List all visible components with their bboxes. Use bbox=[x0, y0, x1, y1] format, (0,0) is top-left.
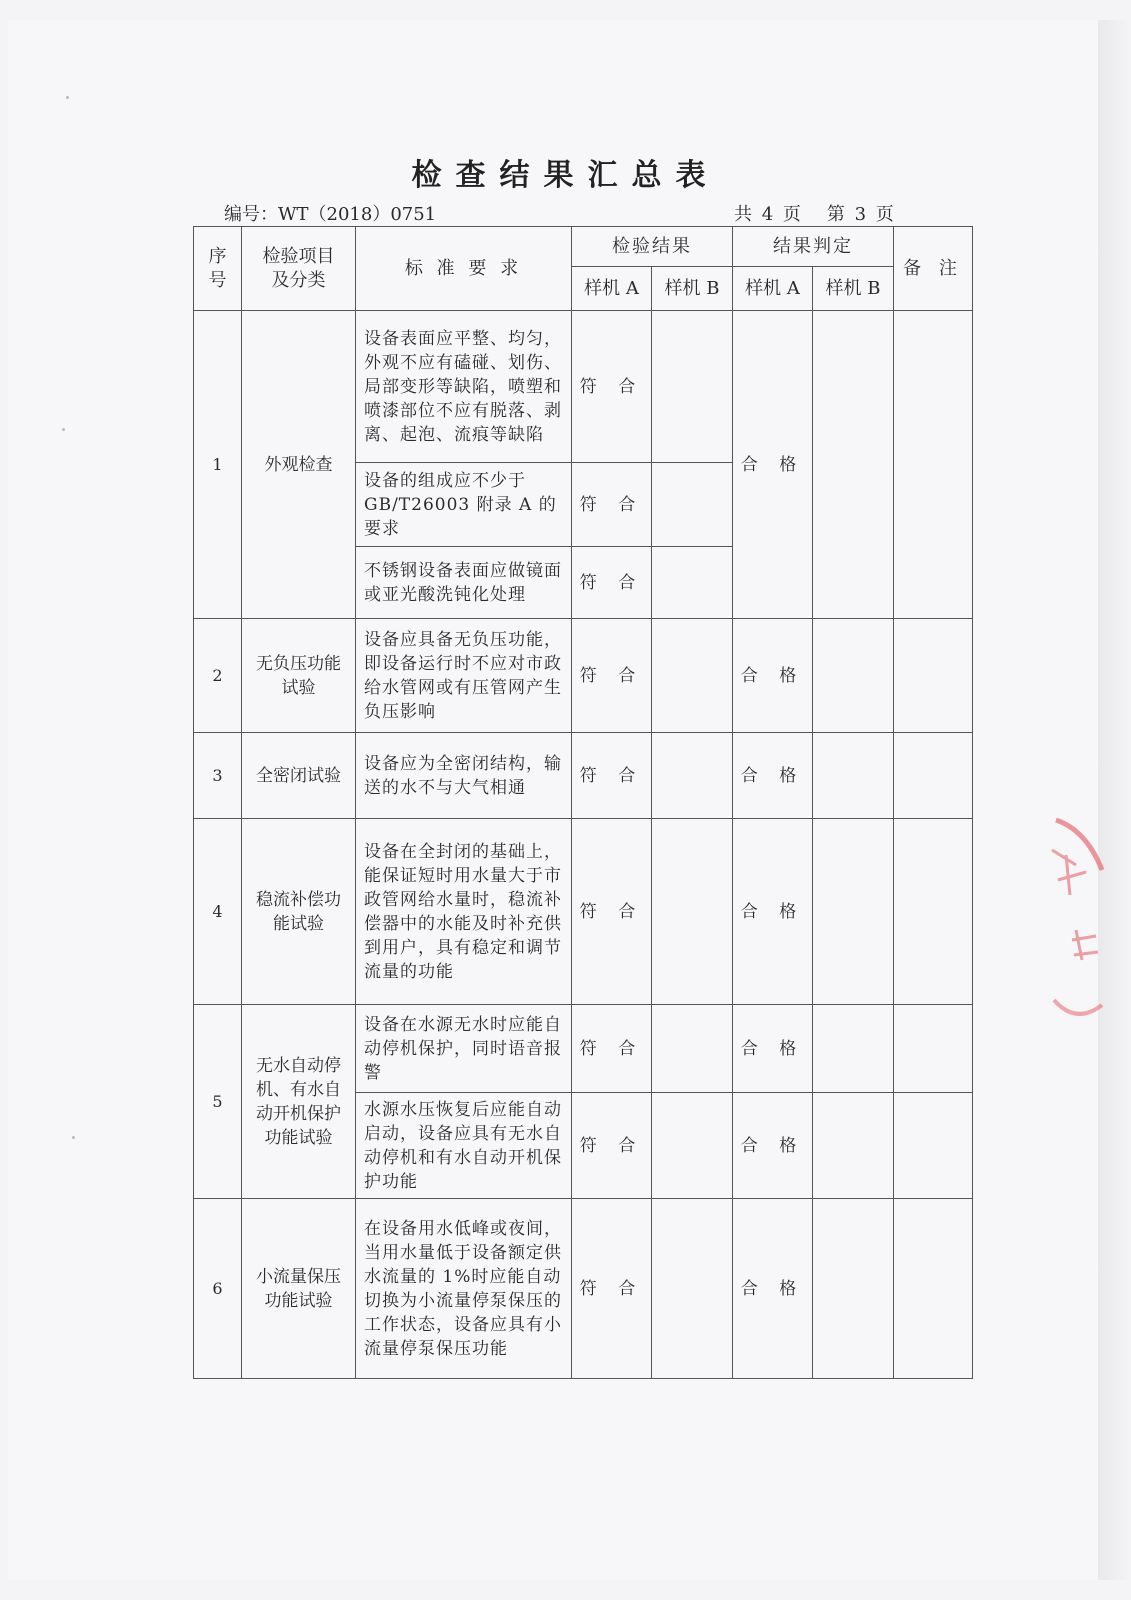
header-judgment-sample-a: 样机 A bbox=[733, 267, 813, 311]
row-3-result-b bbox=[652, 733, 733, 819]
row-4-index: 4 bbox=[194, 819, 242, 1005]
row-4-result-b bbox=[652, 819, 733, 1005]
header-judgment: 结果判定 bbox=[733, 227, 894, 267]
row-1-result-b-3 bbox=[652, 547, 733, 619]
row-1-requirement-3: 不锈钢设备表面应做镜面或亚光酸洗钝化处理 bbox=[356, 547, 572, 619]
row-5-item: 无水自动停机、有水自动开机保护功能试验 bbox=[242, 1005, 356, 1199]
row-1-judgment-b bbox=[813, 311, 894, 619]
row-5-remark-2 bbox=[894, 1093, 973, 1199]
row-5-remark-1 bbox=[894, 1005, 973, 1093]
header-judgment-sample-b: 样机 B bbox=[813, 267, 894, 311]
row-6-index: 6 bbox=[194, 1199, 242, 1379]
row-5-result-a-2: 符 合 bbox=[572, 1093, 652, 1199]
row-4-judgment-b bbox=[813, 819, 894, 1005]
row-2-result-b bbox=[652, 619, 733, 733]
row-2-judgment-b bbox=[813, 619, 894, 733]
paper-speck bbox=[72, 1136, 75, 1139]
row-6-judgment-b bbox=[813, 1199, 894, 1379]
row-2-result-a: 符 合 bbox=[572, 619, 652, 733]
row-3-requirement: 设备应为全密闭结构，输送的水不与大气相通 bbox=[356, 733, 572, 819]
row-1-index: 1 bbox=[194, 311, 242, 619]
row-5-index: 5 bbox=[194, 1005, 242, 1199]
row-3-index: 3 bbox=[194, 733, 242, 819]
header-item: 检验项目及分类 bbox=[242, 227, 356, 311]
row-3-result-a: 符 合 bbox=[572, 733, 652, 819]
report-number: 编号：WT（2018）0751 bbox=[224, 204, 437, 225]
row-3-item: 全密闭试验 bbox=[242, 733, 356, 819]
row-6-remark bbox=[894, 1199, 973, 1379]
row-5-judgment-a-1: 合 格 bbox=[733, 1005, 813, 1093]
header-standard: 标 准 要 求 bbox=[356, 227, 572, 311]
row-1-remark bbox=[894, 311, 973, 619]
row-6-result-a: 符 合 bbox=[572, 1199, 652, 1379]
header-results: 检验结果 bbox=[572, 227, 733, 267]
row-2-judgment-a: 合 格 bbox=[733, 619, 813, 733]
row-6-result-b bbox=[652, 1199, 733, 1379]
row-4-requirement: 设备在全封闭的基础上，能保证短时用水量大于市政管网给水量时，稳流补偿器中的水能及时补充供到用户，具有稳定和调节流量的功能 bbox=[356, 819, 572, 1005]
row-3-judgment-b bbox=[813, 733, 894, 819]
row-3-judgment-a: 合 格 bbox=[733, 733, 813, 819]
row-1-result-a-3: 符 合 bbox=[572, 547, 652, 619]
row-2-item: 无负压功能试验 bbox=[242, 619, 356, 733]
row-5-requirement-2: 水源水压恢复后应能自动启动，设备应具有无水自动停机和有水自动开机保护功能 bbox=[356, 1093, 572, 1199]
row-5-result-a-1: 符 合 bbox=[572, 1005, 652, 1093]
total-pages: 共 4 页 bbox=[734, 204, 801, 225]
page-info bbox=[734, 200, 894, 226]
page-edge-shadow bbox=[1098, 20, 1131, 1580]
row-5-judgment-b-1 bbox=[813, 1005, 894, 1093]
row-4-item: 稳流补偿功能试验 bbox=[242, 819, 356, 1005]
row-1-requirement-2: 设备的组成应不少于GB/T26003 附录 A 的要求 bbox=[356, 463, 572, 547]
row-1-result-a-2: 符 合 bbox=[572, 463, 652, 547]
row-1-item: 外观检查 bbox=[242, 311, 356, 619]
row-6-item: 小流量保压功能试验 bbox=[242, 1199, 356, 1379]
row-6-requirement: 在设备用水低峰或夜间，当用水量低于设备额定供水流量的 1%时应能自动切换为小流量停泵保压的工作状态，设备应具有小流量停泵保压功能 bbox=[356, 1199, 572, 1379]
row-5-requirement-1: 设备在水源无水时应能自动停机保护，同时语音报警 bbox=[356, 1005, 572, 1093]
row-1-result-b-2 bbox=[652, 463, 733, 547]
header-result-sample-a: 样机 A bbox=[572, 267, 652, 311]
row-5-result-b-2 bbox=[652, 1093, 733, 1199]
row-2-requirement: 设备应具备无负压功能，即设备运行时不应对市政给水管网或有压管网产生负压影响 bbox=[356, 619, 572, 733]
paper-speck bbox=[62, 428, 65, 431]
row-1-result-a-1: 符 合 bbox=[572, 311, 652, 463]
row-6-judgment-a: 合 格 bbox=[733, 1199, 813, 1379]
row-1-judgment-a: 合 格 bbox=[733, 311, 813, 619]
row-4-result-a: 符 合 bbox=[572, 819, 652, 1005]
row-1-requirement-1: 设备表面应平整、均匀，外观不应有磕碰、划伤、局部变形等缺陷，喷塑和喷漆部位不应有脱落、剥离、起泡、流痕等缺陷 bbox=[356, 311, 572, 463]
current-page: 第 3 页 bbox=[826, 204, 894, 225]
document-title: 检查结果汇总表 bbox=[411, 158, 720, 193]
paper-speck bbox=[66, 96, 69, 99]
row-2-remark bbox=[894, 619, 973, 733]
row-3-remark bbox=[894, 733, 973, 819]
row-1-result-b-1 bbox=[652, 311, 733, 463]
header-remark: 备 注 bbox=[894, 227, 973, 311]
header-result-sample-b: 样机 B bbox=[652, 267, 733, 311]
results-table bbox=[193, 226, 973, 1379]
row-4-remark bbox=[894, 819, 973, 1005]
header-index: 序号 bbox=[194, 227, 242, 311]
row-4-judgment-a: 合 格 bbox=[733, 819, 813, 1005]
row-5-judgment-a-2: 合 格 bbox=[733, 1093, 813, 1199]
row-2-index: 2 bbox=[194, 619, 242, 733]
row-5-judgment-b-2 bbox=[813, 1093, 894, 1199]
row-5-result-b-1 bbox=[652, 1005, 733, 1093]
